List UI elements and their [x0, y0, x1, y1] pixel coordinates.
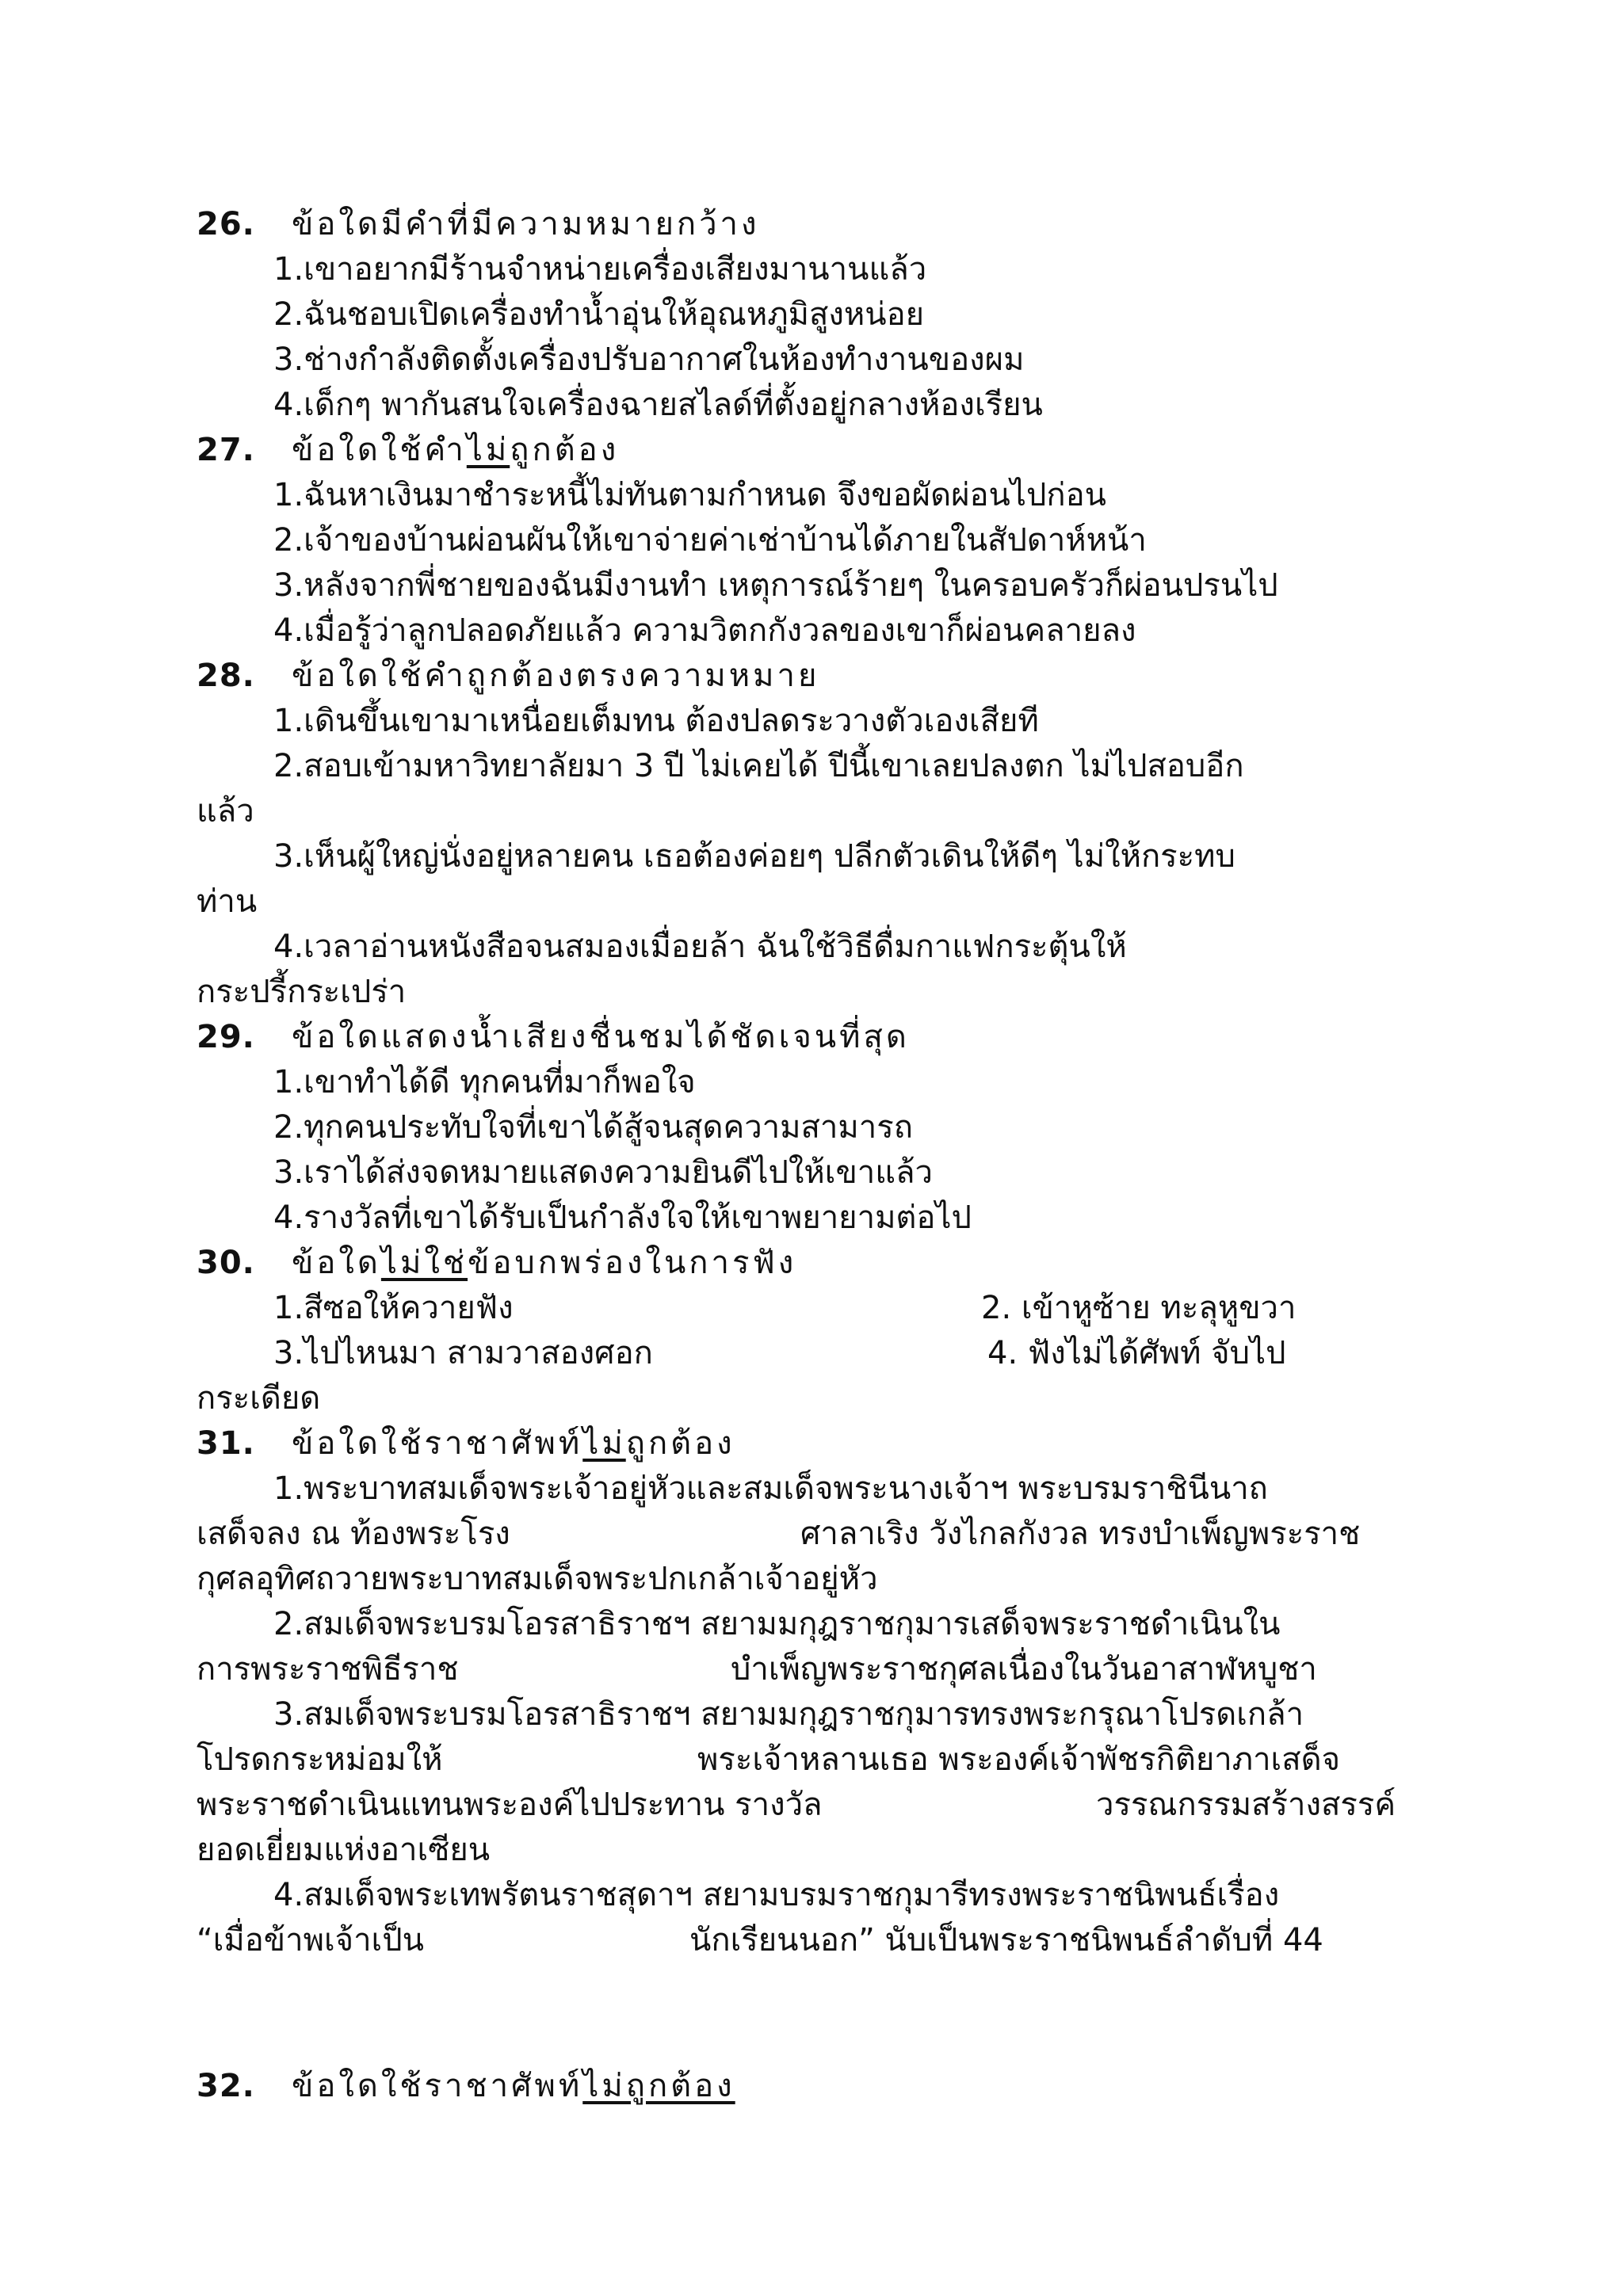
option-continuation: บำเพ็ญพระราชกุศลเนื่องในวันอาสาฬหบูชา — [731, 1651, 1317, 1688]
underlined-word: ไม่ถูกต้อง — [582, 2068, 735, 2104]
question-number: 29. — [197, 1019, 255, 1055]
question-prompt: ข้อใดใช้ราชาศัพท์ไม่ถูกต้อง — [292, 2068, 735, 2104]
option: 3.หลังจากพี่ชายของฉันมีงานทำ เหตุการณ์ร้ายๆ ในครอบครัวก็ผ่อนปรนไป — [273, 567, 1278, 604]
underlined-word: ไม่ — [466, 432, 510, 468]
question-31-heading — [197, 1421, 735, 1466]
option-continuation: แล้ว — [197, 793, 254, 830]
option: 3.สมเด็จพระบรมโอรสาธิราชฯ สยามมกุฎราชกุมารทรงพระกรุณาโปรดเกล้า — [273, 1696, 1304, 1733]
option-continuation: กระปรี้กระเปร่า — [197, 974, 407, 1010]
option: 1.เขาทำได้ดี ทุกคนที่มาก็พอใจ — [273, 1064, 696, 1100]
question-26-heading — [197, 202, 760, 247]
option-continuation: การพระราชพิธีราช — [197, 1651, 459, 1688]
option: 1.ฉันหาเงินมาชำระหนี้ไม่ทันตามกำหนด จึงขอผัดผ่อนไปก่อน — [273, 477, 1106, 513]
option: 4.สมเด็จพระเทพรัตนราชสุดาฯ สยามบรมราชกุมารีทรงพระราชนิพนธ์เรื่อง — [273, 1877, 1280, 1913]
question-32-heading — [197, 2064, 735, 2109]
option-continuation: พระราชดำเนินแทนพระองค์ไปประทาน รางวัล — [197, 1787, 823, 1823]
question-prompt: ข้อใดไม่ใช่ข้อบกพร่องในการฟัง — [292, 1245, 797, 1281]
question-29-heading — [197, 1015, 910, 1060]
option: 2.สมเด็จพระบรมโอรสาธิราชฯ สยามมกุฎราชกุมารเสด็จพระราชดำเนินใน — [273, 1606, 1281, 1642]
question-prompt: ข้อใดใช้คำไม่ถูกต้อง — [292, 432, 620, 468]
question-27-heading — [197, 428, 619, 473]
option-continuation: เสด็จลง ณ ท้องพระโรง — [197, 1516, 510, 1552]
option: 3.ช่างกำลังติดตั้งเครื่องปรับอากาศในห้องทำงานของผม — [273, 341, 1025, 378]
option: 2.สอบเข้ามหาวิทยาลัยมา 3 ปี ไม่เคยได้ ปีนี้เขาเลยปลงตก ไม่ไปสอบอีก — [273, 748, 1244, 784]
question-number: 32. — [197, 2068, 255, 2104]
option-continuation: กระเดียด — [197, 1380, 321, 1417]
option-continuation: ศาลาเริง วังไกลกังวล ทรงบำเพ็ญพระราช — [800, 1516, 1361, 1552]
option: 2.เจ้าของบ้านผ่อนผันให้เขาจ่ายค่าเช่าบ้านได้ภายในสัปดาห์หน้า — [273, 522, 1147, 559]
option-continuation: ยอดเยี่ยมแห่งอาเซียน — [197, 1832, 491, 1868]
question-prompt: ข้อใดใช้คำถูกต้องตรงความหมาย — [292, 658, 820, 694]
question-number: 26. — [197, 206, 255, 242]
question-number: 31. — [197, 1425, 255, 1462]
option: 1.พระบาทสมเด็จพระเจ้าอยู่หัวและสมเด็จพระนางเจ้าฯ พระบรมราชินีนาถ — [273, 1470, 1268, 1507]
question-28-heading — [197, 654, 819, 699]
underlined-word: ไม่ — [582, 1425, 626, 1462]
option: 4.เด็กๆ พากันสนใจเครื่องฉายสไลด์ที่ตั้งอยู่กลางห้องเรียน — [273, 387, 1043, 423]
underlined-word: ไม่ใช่ — [380, 1245, 468, 1281]
question-30-heading — [197, 1241, 796, 1286]
option: 2.ทุกคนประทับใจที่เขาได้สู้จนสุดความสามารถ — [273, 1109, 913, 1146]
option-continuation: กุศลอุทิศถวายพระบาทสมเด็จพระปกเกล้าเจ้าอยู่หัว — [197, 1561, 878, 1597]
option: 1.สีซอให้ควายฟัง — [273, 1290, 514, 1326]
option: 4.รางวัลที่เขาได้รับเป็นกำลังใจให้เขาพยายามต่อไป — [273, 1199, 972, 1236]
question-prompt: ข้อใดใช้ราชาศัพท์ไม่ถูกต้อง — [292, 1425, 735, 1462]
question-number: 27. — [197, 432, 255, 468]
option-continuation: วรรณกรรมสร้างสรรค์ — [1096, 1787, 1396, 1823]
question-prompt: ข้อใดแสดงน้ำเสียงชื่นชมได้ชัดเจนที่สุด — [292, 1019, 910, 1055]
option: 1.เขาอยากมีร้านจำหน่ายเครื่องเสียงมานานแล้ว — [273, 251, 927, 288]
option-continuation: โปรดกระหม่อมให้ — [197, 1741, 443, 1778]
option-continuation: ท่าน — [197, 883, 258, 920]
option: 3.ไปไหนมา สามวาสองศอก — [273, 1335, 653, 1371]
option: 1.เดินขึ้นเขามาเหนื่อยเต็มทน ต้องปลดระวางตัวเองเสียที — [273, 703, 1039, 739]
option: 4.เมื่อรู้ว่าลูกปลอดภัยแล้ว ความวิตกกังวลของเขาก็ผ่อนคลายลง — [273, 612, 1136, 649]
option: 4.เวลาอ่านหนังสือจนสมองเมื่อยล้า ฉันใช้วิธีดื่มกาแฟกระตุ้นให้ — [273, 929, 1127, 965]
question-number: 28. — [197, 658, 255, 694]
option-continuation: นักเรียนนอก” นับเป็นพระราชนิพนธ์ลำดับที่ 44 — [689, 1922, 1323, 1958]
option: 4. ฟังไม่ได้ศัพท์ จับไป — [987, 1335, 1286, 1371]
question-prompt: ข้อใดมีคำที่มีความหมายกว้าง — [292, 206, 760, 242]
option: 2.ฉันชอบเปิดเครื่องทำน้ำอุ่นให้อุณหภูมิสูงหน่อย — [273, 296, 925, 333]
option-continuation: “เมื่อข้าพเจ้าเป็น — [197, 1922, 424, 1958]
option: 3.เราได้ส่งจดหมายแสดงความยินดีไปให้เขาแล้ว — [273, 1154, 934, 1191]
option: 2. เข้าหูซ้าย ทะลุหูขวา — [981, 1290, 1296, 1326]
option-continuation: พระเจ้าหลานเธอ พระองค์เจ้าพัชรกิติยาภาเสด็จ — [697, 1741, 1341, 1778]
question-number: 30. — [197, 1245, 255, 1281]
option: 3.เห็นผู้ใหญ่นั่งอยู่หลายคน เธอต้องค่อยๆ ปลีกตัวเดินให้ดีๆ ไม่ให้กระทบ — [273, 838, 1235, 875]
